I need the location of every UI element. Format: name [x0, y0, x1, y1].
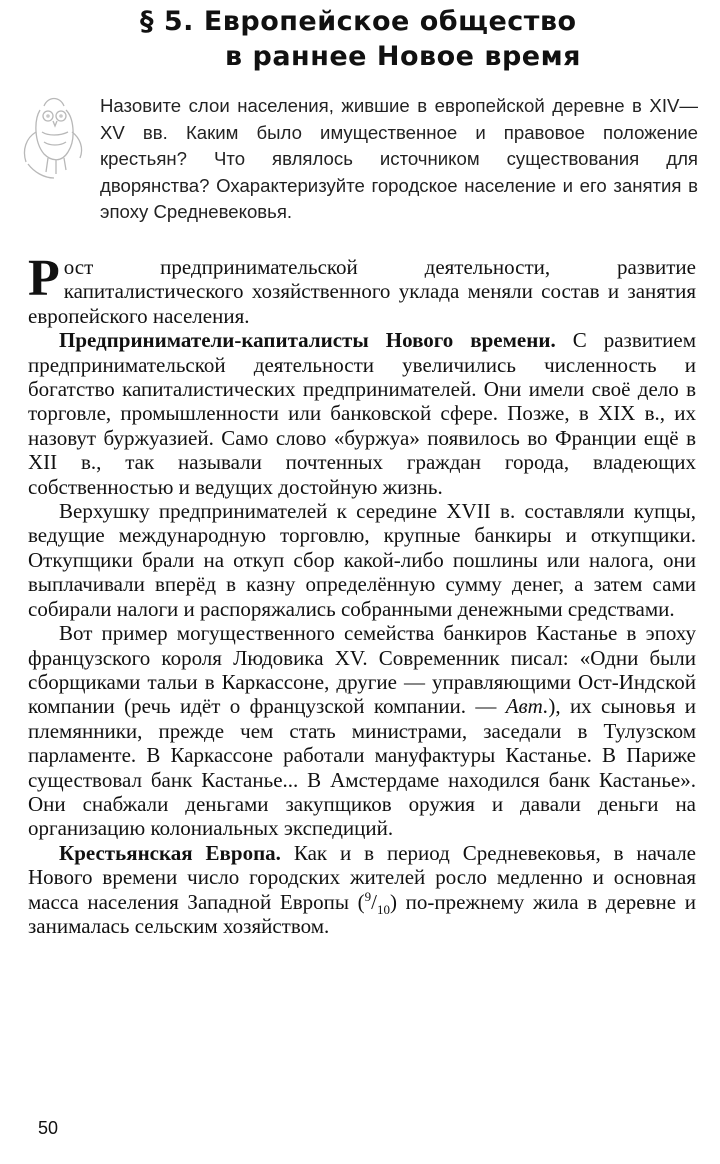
paragraph-4-text-a: Вот пример могущественного семейства банкиров Кастанье в эпоху французского короля Людовика XV. Современник писал: «Одни были сборщиками тальи в Каркассоне, другие — управляющими Ост-Индской компании (речь идёт о французской компании. — [28, 621, 696, 719]
paragraph-3 [28, 499, 696, 621]
paragraph-5-text-a: Как и в период Средневековья, в начале Нового времени число городских жителей росло медленно и основная масса населения Западной Европы ( [28, 840, 696, 914]
fraction-numerator: 9 [364, 888, 372, 904]
paragraph-5-text-b: ) по-прежнему жила в деревне и занималась сельским хозяйством. [28, 889, 696, 938]
author-note: Авт. [505, 694, 549, 719]
paragraph-4-text-b: ), их сыновья и племянники, прежде чем стать министрами, заседали в Тулузском парламенте. В Каркассоне работали мануфактуры Кастанье. В Париже существовал банк Кастанье... В Амстердаме находился банк Кастанье». Они снабжали деньгами закупщиков оружия и давали деньги на организацию колониальных экспедиций. [28, 694, 696, 841]
subheading-entrepreneurs: Предприниматели-капиталисты Нового времени. [59, 328, 556, 353]
section-heading-line1: § 5. Европейское общество [140, 6, 577, 37]
paragraph-3-text: Верхушку предпринимателей к середине XVII в. составляли купцы, ведущие международную торговлю, крупные банкиры и откупщики. Откупщики брали на откуп сбор какой-либо пошлины или налога, они выплачивали вперёд в казну определённую сумму денег, а затем сами собирали налоги и распоряжались собранными денежными средствами. [28, 499, 696, 621]
review-questions: Назовите слои населения, жившие в европейской деревне в XIV—XV вв. Каким было имущественное и правовое положение крестьян? Что являлось источником существования для дворянства? Охарактеризуйте городское население и его занятия в эпоху Средневековья. [100, 95, 698, 223]
paragraph-2 [28, 328, 696, 499]
owl-icon [14, 92, 92, 184]
page-number: 50 [38, 1118, 59, 1138]
paragraph-1-text: ост предпринимательской деятельности, развитие капиталистического хозяйственного уклада меняли состав и занятия европейского населения. [28, 255, 696, 328]
subheading-peasant-europe: Крестьянская Европа. [59, 840, 281, 865]
section-heading-line2: в раннее Новое время [225, 41, 581, 72]
drop-cap: Р [28, 250, 60, 307]
paragraph-1 [28, 250, 696, 328]
fraction-denominator: 10 [376, 901, 390, 917]
paragraph-4 [28, 621, 696, 841]
paragraph-2-text: С развитием предпринимательской деятельности увеличились численность и богатство капиталистических предпринимателей. Они имели своё дело в торговле, промышленности или банковской сфере. Позже, в XIX в., их назовут буржуазией. Само слово «буржуа» появилось во Франции ещё в XII в., так называли почтенных граждан города, владеющих собственностью и ведущих достойную жизнь. [28, 328, 696, 499]
main-text [28, 250, 696, 938]
paragraph-5: Крестьянская Европа. Как и в период Средневековья, в начале Нового времени число городских жителей росло медленно и основная масса населения Западной Европы $(^9/_{10})$ по-прежнему жила в деревне и занималась сельским хозяйством. [28, 840, 696, 938]
